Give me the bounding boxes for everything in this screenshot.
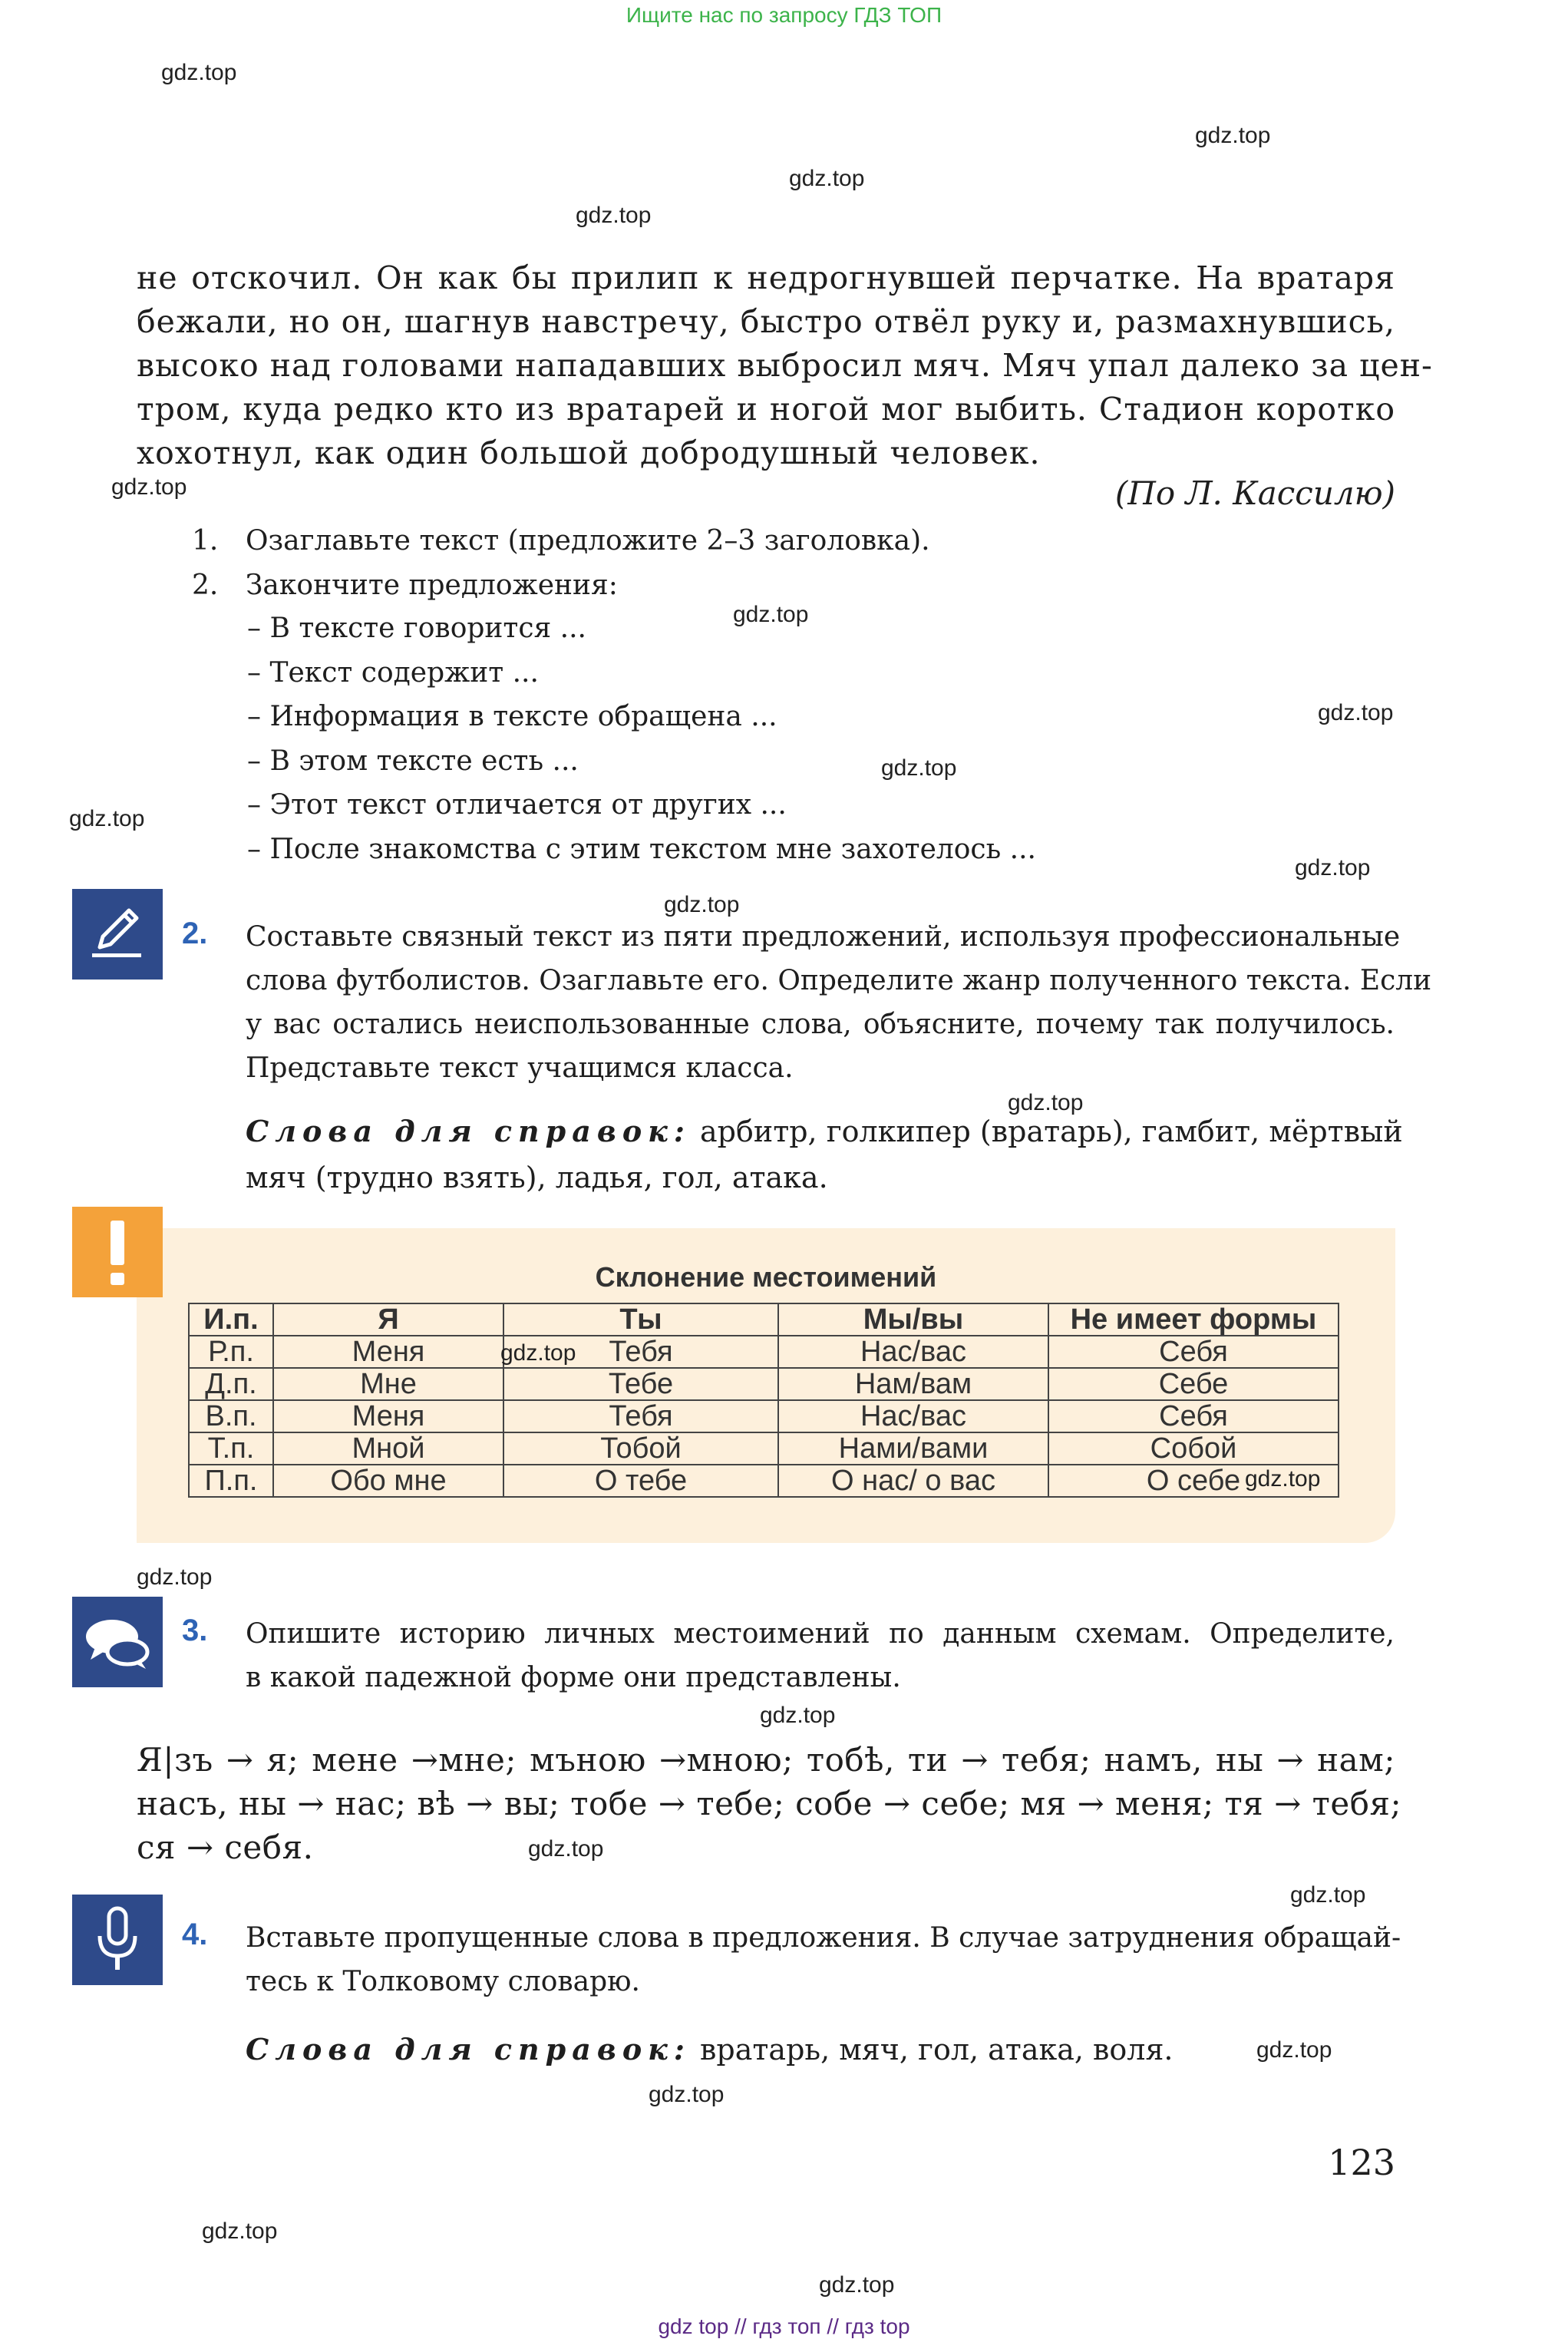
watermark: gdz.top: [881, 755, 957, 781]
story-line: хохотнул, как один большой добродушный человек.: [137, 434, 1041, 471]
table-row: П.п. Обо мне О тебе О нас/ о вас О себе: [189, 1465, 1339, 1497]
task-3-text: Опишите историю личных местоимений по данным схемам. Определите, в какой падежной форме они представлены.: [246, 1618, 1395, 1693]
footer-links[interactable]: gdz top // гдз топ // гдз top: [658, 2314, 910, 2338]
task-number: 3.: [182, 1614, 208, 1647]
question-item: 1. Озаглавьте текст (предложите 2–3 заголовка).: [192, 525, 930, 557]
task-2-text: Составьте связный текст из пяти предложений, используя профессиональные слова футболистов. Озаглавьте его. Определите жанр полученного текста. Если у вас остались неиспользованные слова, объясните, почему так получилось. Представьте текст учащимся класса.: [246, 921, 1432, 1084]
watermark: gdz.top: [1195, 123, 1271, 148]
watermark: gdz.top: [1008, 1090, 1084, 1115]
page-number: 123: [1328, 2142, 1395, 2183]
watermark: gdz.top: [760, 1703, 836, 1728]
story-line: высоко над головами нападавших выбросил мяч. Мяч упал далеко за цен-: [137, 347, 1433, 384]
sentence-starter: – Информация в тексте обращена ...: [247, 701, 777, 732]
sentence-starter: – Этот текст отличается от других ...: [247, 789, 787, 821]
task-4-reference: Слова для справок: вратарь, мяч, гол, атака, воля.: [246, 2032, 1174, 2066]
watermark: gdz.top: [1256, 2037, 1332, 2063]
reference-label: Слова для справок:: [246, 2032, 691, 2066]
task-4-text: Вставьте пропущенные слова в предложения. В случае затруднения обращай- тесь к Толковому словарю.: [246, 1922, 1401, 1997]
watermark: gdz.top: [789, 166, 865, 191]
watermark: gdz.top: [1245, 1466, 1321, 1492]
watermark: gdz.top: [1290, 1882, 1366, 1908]
watermark: gdz.top: [202, 2218, 278, 2244]
microphone-icon: [72, 1895, 163, 1985]
watermark: gdz.top: [649, 2082, 725, 2107]
table-row: Р.п. Меня Тебя Нас/вас Себя: [189, 1336, 1339, 1368]
speech-bubbles-icon: [72, 1597, 163, 1687]
watermark: gdz.top: [733, 602, 809, 627]
top-banner[interactable]: Ищите нас по запросу ГДЗ ТОП: [626, 3, 942, 27]
author-credit: (По Л. Кассилю): [1114, 474, 1395, 512]
watermark: gdz.top: [111, 474, 187, 500]
story-line: тром, куда редко кто из вратарей и ногой мог выбить. Стадион коротко: [137, 391, 1395, 428]
sentence-starter: – В тексте говорится ...: [247, 613, 586, 644]
table-row: Д.п. Мне Тебе Нам/вам Себе: [189, 1368, 1339, 1400]
table-header-cell: Ты: [503, 1303, 778, 1336]
watermark: gdz.top: [500, 1340, 576, 1366]
table-header-row: [189, 1303, 1339, 1336]
reference-label: Слова для справок:: [246, 1114, 691, 1148]
watermark: gdz.top: [161, 60, 237, 85]
sentence-starter: – В этом тексте есть ...: [247, 745, 579, 777]
table-row: В.п. Меня Тебя Нас/вас Себя: [189, 1400, 1339, 1432]
table-row: Т.п. Мной Тобой Нами/вами Собой: [189, 1432, 1339, 1465]
watermark: gdz.top: [819, 2272, 895, 2298]
question-list: [192, 519, 930, 607]
story-text: [137, 256, 1433, 475]
watermark: gdz.top: [1295, 855, 1371, 880]
question-item: 2. Закончите предложения:: [192, 569, 618, 601]
watermark: gdz.top: [528, 1836, 604, 1862]
table-header-cell: Я: [273, 1303, 503, 1336]
table-title: Склонение местоимений: [595, 1261, 937, 1293]
task-number: 4.: [182, 1918, 208, 1951]
table-header-cell: Мы/вы: [778, 1303, 1048, 1336]
story-line: бежали, но он, шагнув навстречу, быстро отвёл руку и, размахнувшись,: [137, 303, 1395, 340]
watermark: gdz.top: [664, 892, 740, 917]
pronoun-history-forms: Я|зъ → я; мене →мне; мъною →мною; тобѣ, ти → тебя; намъ, ны → нам; насъ, ны → нас; вѣ → вы; тобе → тебе; собе → себе; мя → меня; тя → тебя; ся → себя.: [137, 1741, 1402, 1866]
watermark: gdz.top: [69, 806, 145, 831]
table-header-cell: Не имеет формы: [1048, 1303, 1339, 1336]
story-line: не отскочил. Он как бы прилип к недрогнувшей перчатке. На вратаря: [137, 259, 1395, 296]
sentence-starters: [247, 606, 1036, 871]
declension-table: [188, 1303, 1339, 1498]
watermark: gdz.top: [1318, 700, 1394, 725]
task-2-reference: Слова для справок: арбитр, голкипер (вратарь), гамбит, мёртвый мяч (трудно взять), ладья, гол, атака.: [246, 1114, 1403, 1194]
watermark: gdz.top: [137, 1564, 213, 1590]
table-header-cell: И.п.: [189, 1303, 273, 1336]
sentence-starter: – После знакомства с этим текстом мне захотелось ...: [247, 833, 1036, 865]
task-number: 2.: [182, 917, 208, 950]
pencil-icon: [72, 889, 163, 980]
sentence-starter: – Текст содержит ...: [247, 656, 539, 689]
watermark: gdz.top: [576, 203, 652, 228]
